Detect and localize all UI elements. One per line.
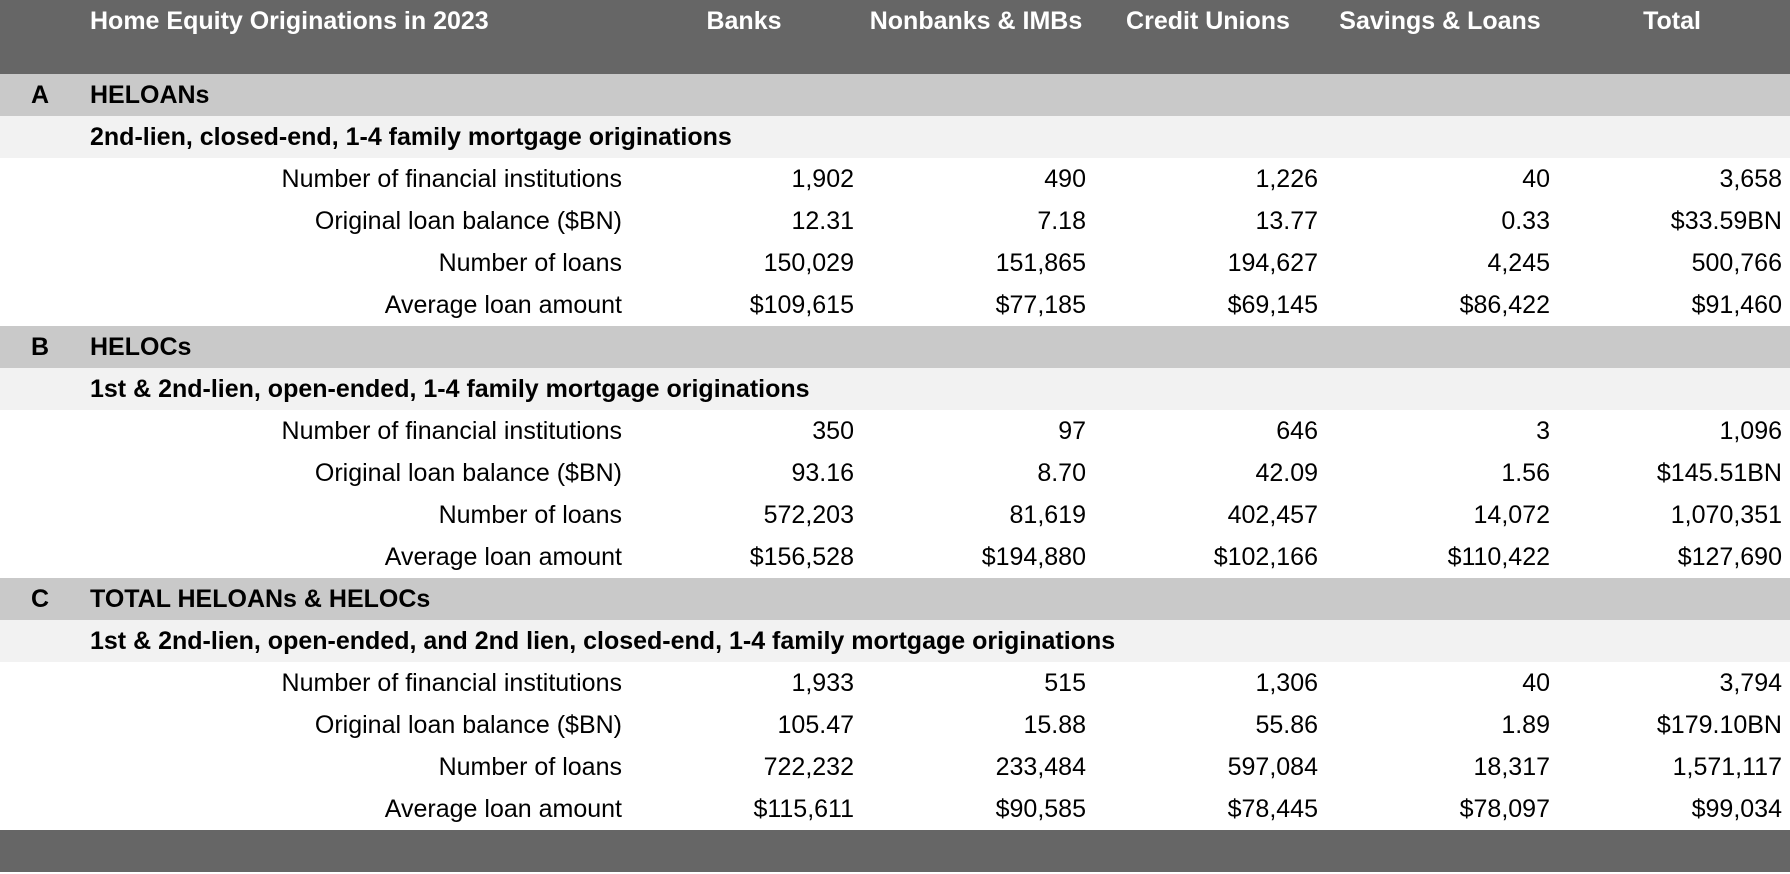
table-title: Home Equity Originations in 2023 [90,7,489,35]
cell-value: $115,611 [753,795,854,823]
section-row [0,326,1790,368]
table-row [0,662,1790,704]
section-letter: B [30,333,50,361]
column-header-total: Total [1643,7,1701,35]
cell-value: $179.10BN [1656,711,1782,739]
table-row [0,242,1790,284]
column-header-nonbanks-imbs: Nonbanks & IMBs [869,7,1083,35]
cell-value: $86,422 [1459,291,1550,319]
table-header [0,0,1790,74]
row-label: Original loan balance ($BN) [314,459,622,487]
cell-value: 1,933 [791,669,854,697]
cell-value: $90,585 [995,795,1086,823]
table-footer-bar [0,830,1790,872]
cell-value: 3,658 [1719,165,1782,193]
cell-value: 55.86 [1255,711,1318,739]
cell-value: $194,880 [981,543,1086,571]
section-title: HELOANs [90,81,210,109]
section-subtitle-row [0,368,1790,410]
section-subtitle: 1st & 2nd-lien, open-ended, 1-4 family mortgage originations [90,375,810,403]
table-row [0,284,1790,326]
section-subtitle: 2nd-lien, closed-end, 1-4 family mortgage originations [90,123,732,151]
cell-value: 1.56 [1501,459,1550,487]
section-row [0,74,1790,116]
cell-value: 3,794 [1719,669,1782,697]
cell-value: $69,145 [1227,291,1318,319]
cell-value: $78,445 [1227,795,1318,823]
cell-value: 42.09 [1255,459,1318,487]
row-label: Number of loans [438,501,622,529]
cell-value: 722,232 [763,753,854,781]
column-header-banks: Banks [706,7,782,35]
cell-value: $78,097 [1459,795,1550,823]
cell-value: 4,245 [1487,249,1550,277]
section-title: HELOCs [90,333,192,361]
column-header-credit-unions: Credit Unions [1126,7,1290,35]
row-label: Original loan balance ($BN) [314,207,622,235]
cell-value: 1,096 [1719,417,1782,445]
cell-value: 1.89 [1501,711,1550,739]
cell-value: 105.47 [777,711,854,739]
row-label: Average loan amount [384,795,622,823]
cell-value: 7.18 [1037,207,1086,235]
cell-value: 151,865 [995,249,1086,277]
table-row [0,788,1790,830]
row-label: Number of financial institutions [281,417,622,445]
cell-value: 350 [812,417,854,445]
section-subtitle: 1st & 2nd-lien, open-ended, and 2nd lien, closed-end, 1-4 family mortgage originations [90,627,1116,655]
cell-value: 3 [1536,417,1550,445]
table-row [0,494,1790,536]
cell-value: 15.88 [1023,711,1086,739]
cell-value: $109,615 [749,291,854,319]
cell-value: 490 [1044,165,1086,193]
column-header-savings-loans: Savings & Loans [1339,7,1541,35]
table-row [0,746,1790,788]
section-subtitle-row [0,116,1790,158]
cell-value: 8.70 [1037,459,1086,487]
table-row [0,704,1790,746]
table-body [0,74,1790,830]
cell-value: 0.33 [1501,207,1550,235]
cell-value: 40 [1522,669,1550,697]
cell-value: 12.31 [791,207,854,235]
table-row [0,536,1790,578]
cell-value: $102,166 [1213,543,1318,571]
cell-value: 1,571,117 [1672,753,1782,781]
row-label: Number of loans [438,249,622,277]
cell-value: $110,422 [1447,543,1550,571]
table-row [0,410,1790,452]
section-letter: C [30,585,50,613]
cell-value: 40 [1522,165,1550,193]
cell-value: $77,185 [995,291,1086,319]
cell-value: 13.77 [1255,207,1318,235]
cell-value: 150,029 [763,249,854,277]
cell-value: 93.16 [791,459,854,487]
cell-value: 402,457 [1227,501,1318,529]
cell-value: 81,619 [1009,501,1086,529]
table-row [0,452,1790,494]
cell-value: $91,460 [1691,291,1782,319]
cell-value: 500,766 [1691,249,1782,277]
cell-value: $156,528 [749,543,854,571]
cell-value: 97 [1058,417,1086,445]
row-label: Number of financial institutions [281,669,622,697]
row-label: Number of loans [438,753,622,781]
row-label: Number of financial institutions [281,165,622,193]
cell-value: $145.51BN [1656,459,1782,487]
table-row [0,200,1790,242]
cell-value: 1,070,351 [1670,501,1782,529]
row-label: Original loan balance ($BN) [314,711,622,739]
cell-value: 14,072 [1473,501,1550,529]
cell-value: 515 [1044,669,1086,697]
row-label: Average loan amount [384,291,622,319]
cell-value: 233,484 [995,753,1086,781]
table-row [0,158,1790,200]
cell-value: $33.59BN [1670,207,1782,235]
cell-value: 1,226 [1255,165,1318,193]
cell-value: $99,034 [1691,795,1782,823]
section-title: TOTAL HELOANs & HELOCs [90,585,431,613]
cell-value: $127,690 [1677,543,1782,571]
row-label: Average loan amount [384,543,622,571]
section-letter: A [30,81,50,109]
cell-value: 1,902 [791,165,854,193]
cell-value: 194,627 [1227,249,1318,277]
cell-value: 646 [1276,417,1318,445]
cell-value: 572,203 [763,501,854,529]
cell-value: 1,306 [1255,669,1318,697]
section-subtitle-row [0,620,1790,662]
cell-value: 597,084 [1227,753,1318,781]
section-row [0,578,1790,620]
cell-value: 18,317 [1473,753,1550,781]
